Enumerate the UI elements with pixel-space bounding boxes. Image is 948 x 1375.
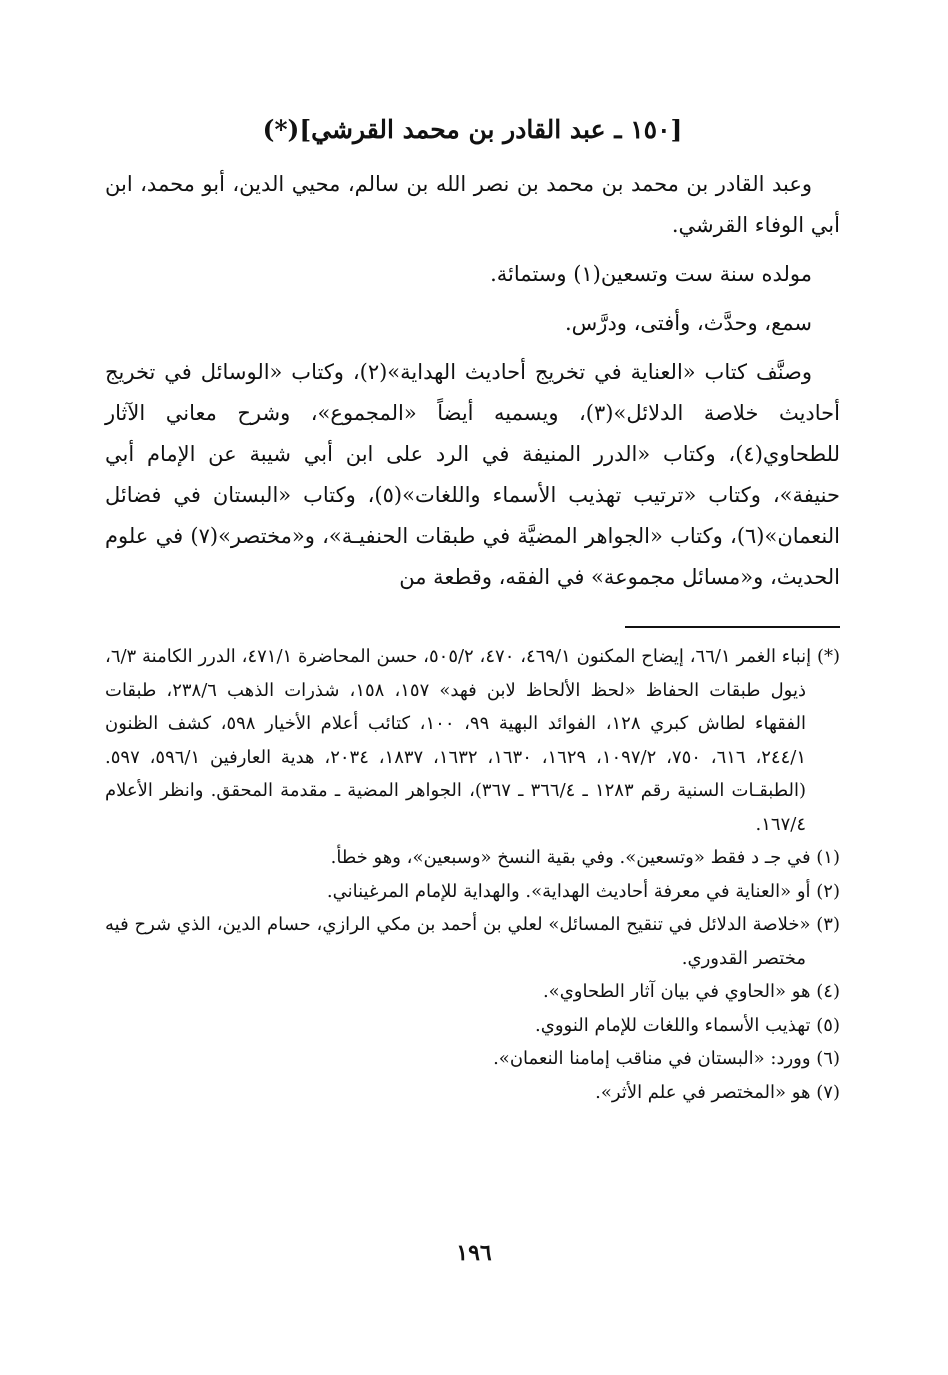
- footnote-separator: [625, 626, 840, 628]
- footnotes: [105, 640, 840, 1109]
- footnote-5: (٥) تهذيب الأسماء واللغات للإمام النووي.: [535, 1014, 840, 1036]
- footnote-3: (٣) «خلاصة الدلائل في تنقيح المسائل» لعلي بن أحمد بن مكي الرازي، حسام الدين، الذي شرح فيه مختصر القدوري.: [105, 914, 840, 969]
- paragraph-works: وصنَّف كتاب «العناية في تخريج أحاديث الهداية»(٢)، وكتاب «الوسائل في تخريج أحاديث خلاصة الدلائل»(٣)، ويسميه أيضاً «المجموع»، وشرح معاني الآثار للطحاوي(٤)، وكتاب «الدرر المنيفة في الرد على ابن أبي شيبة عن الإمام أبي حنيفة»، وكتاب «ترتيب تهذيب الأسماء واللغات»(٥)، وكتاب «البستان في فضائل النعمان»(٦)، وكتاب «الجواهر المضيَّة في طبقات الحنفيـة»، و«مختصر»(٧) في علوم الحديث، و«مسائل مجموعة» في الفقه، وقطعة من: [105, 360, 840, 589]
- page-number: ١٩٦: [456, 1240, 492, 1266]
- footnote-2: (٢) أو «العناية في معرفة أحاديث الهداية». والهداية للإمام المرغيناني.: [326, 880, 840, 902]
- paragraph-name: وعبد القادر بن محمد بن محمد بن نصر الله بن سالم، محيي الدين، أبو محمد، ابن أبي الوفاء القرشي.: [105, 172, 840, 237]
- paragraph-birth: مولده سنة ست وتسعين(١) وستمائة.: [490, 262, 812, 286]
- entry-heading: [١٥٠ ـ عبد القادر بن محمد القرشي](*): [262, 115, 683, 144]
- footnote-6: (٦) وورد: «البستان في مناقب إمامنا النعمان».: [493, 1048, 840, 1069]
- footnote-4: (٤) هو «الحاوي في بيان آثار الطحاوي».: [542, 981, 840, 1002]
- footnote-1: (١) في جـ د فقط «وتسعين». وفي بقية النسخ «وسبعين»، وهو خطأ.: [330, 847, 840, 868]
- footnote-sources: (*) إنباء الغمر ٦٦/١، إيضاح المكنون ٤٦٩/١، ٤٧٠، ٥٠٥/٢، حسن المحاضرة ٤٧١/١، الدرر الكامنة ٦/٣، ذيول طبقات الحفاظ «لحظ الألحاظ لابن فهد» ١٥٧، ١٥٨، شذرات الذهب ٢٣٨/٦، طبقات الفقهاء لطاش كبري ١٢٨، الفوائد البهية ٩٩، ١٠٠، كتائب أعلام الأخيار ٥٩٨، كشف الظنون ٢٤٤/١، ٦١٦، ٧٥٠، ١٠٩٧/٢، ١٦٢٩، ١٦٣٠، ١٦٣٢، ١٨٣٧، ٢٠٣٤، هدية العارفين ٥٩٦/١، ٥٩٧. (الطبقـات السنية رقم ١٢٨٣ ـ ٣٦٦/٤ ـ ٣٦٧)، الجواهر المضية ـ مقدمة المحقق. وانظر الأعلام ١٦٧/٤.: [105, 646, 841, 835]
- footnote-7: (٧) هو «المختصر في علم الأثر».: [595, 1081, 840, 1103]
- entry-body: [105, 164, 840, 598]
- page-content: [105, 110, 840, 1109]
- paragraph-activity: سمع، وحدَّث، وأفتى، ودرَّس.: [565, 311, 812, 335]
